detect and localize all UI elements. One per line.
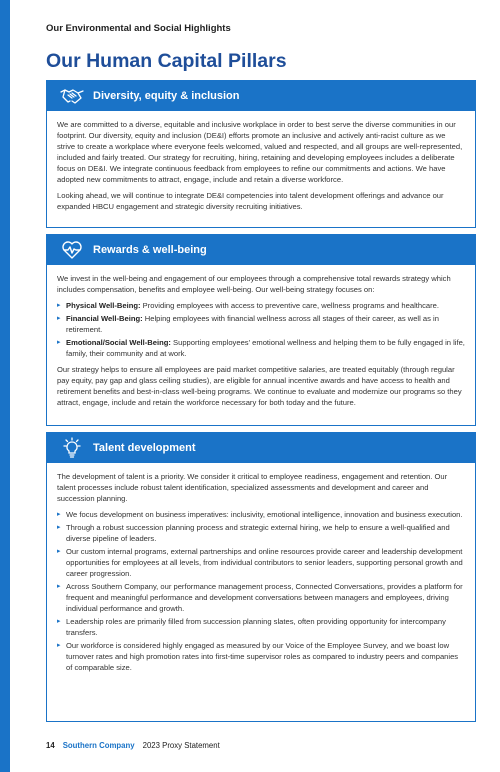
list-item — [57, 313, 465, 335]
handshake-icon — [59, 83, 85, 109]
list-item: ▸ Our workforce is considered highly engaged as measured by our Voice of the Employee Survey, and we boast low turnover rates and high promotion rates into first-time supervisor roles as compared to industry peers and companies of comparable size. — [57, 640, 465, 673]
list-item: ▸ Across Southern Company, our performance management process, Connected Conversations, provides a platform for frequent and meaningful performance and development conversations between managers and employees, driving individual performance and growth. — [57, 581, 465, 614]
talent-card-header — [47, 433, 475, 463]
footer-doc-title: 2023 Proxy Statement — [142, 741, 220, 750]
list-item-label: Financial Well-Being: — [66, 314, 143, 323]
list-item: ▸ Through a robust succession planning process and strategic external hiring, we help to ensure a well-qualified and diverse pipeline of leaders. — [57, 522, 465, 544]
diversity-card-body — [47, 111, 475, 225]
rewards-list — [57, 300, 465, 359]
diversity-card-header — [47, 81, 475, 111]
talent-card-title: Talent development — [93, 442, 196, 454]
list-item: ▸ Our custom internal programs, external partnerships and online resources provide career and leadership development opportunities for employees at all levels, from individual contributors to senior leaders, supporting personal growth and career progression. — [57, 546, 465, 579]
talent-card — [46, 432, 476, 722]
diversity-paragraph: We are committed to a diverse, equitable and inclusive workplace in order to best serve the diverse communities in our footprint. Our diversity, equity and inclusion (DE&I) efforts promote an inclusive and actively anti-racist culture as we strive to create a workplace where everyone feels welcomed, valued and respected, and all groups are well-represented, included and fairly treated. Our strategy for recruiting, hiring, retaining and developing employees includes a deliberate focus on DE&I. We integrate continuous feedback from employees to refine our commitments and actions. We have adopted new commitments to attract, engage, include and retain a diverse workforce. — [57, 120, 463, 184]
list-item-label: Emotional/Social Well-Being: — [66, 338, 171, 347]
left-accent-bar — [0, 0, 10, 772]
list-item — [57, 337, 465, 359]
list-item-text: Helping employees with financial wellness across all stages of their career, as well as in retirement. — [66, 314, 439, 334]
page-number: 14 — [46, 741, 55, 750]
rewards-card-title: Rewards & well-being — [93, 244, 207, 256]
diversity-card — [46, 80, 476, 228]
rewards-intro: We invest in the well-being and engagement of our employees through a comprehensive total rewards strategy which includes compensation, benefits and employee well-being. Our well-being strategy focuses on: — [57, 274, 451, 294]
list-item: ▸ We focus development on business imperatives: inclusivity, emotional intelligence, innovation and business execution. — [57, 509, 465, 520]
rewards-card-body — [47, 265, 475, 421]
list-item — [57, 300, 465, 311]
rewards-card-header — [47, 235, 475, 265]
list-item-label: Physical Well-Being: — [66, 301, 141, 310]
heart-pulse-icon — [59, 237, 85, 263]
rewards-closing: Our strategy helps to ensure all employees are paid market competitive salaries, are treated equitably (through regular pay equity, pay gap and glass ceiling studies), are eligible for annual incentive awards and have access to health and retirement benefits and best-in-class well-being programs. We continue to evaluate and modernize our programs so they attract, engage, include and retain the workforce necessary for both today and the future. — [57, 365, 462, 407]
talent-intro: The development of talent is a priority. We consider it critical to employee readiness, engagement and retention. Our talent processes include robust talent identification, specialized assessments and development and career and succession planning. — [57, 472, 448, 503]
section-kicker: Our Environmental and Social Highlights — [46, 23, 231, 34]
talent-list — [57, 509, 465, 673]
list-item: ▸ Leadership roles are primarily filled from succession planning slates, often providing opportunity for intercompany transfers. — [57, 616, 465, 638]
footer-company: Southern Company — [62, 741, 135, 750]
diversity-paragraph: Looking ahead, we will continue to integrate DE&I competencies into talent development offerings and advance our expanded HBCU engagement and strategic diversity recruiting initiatives. — [57, 191, 444, 211]
page-title: Our Human Capital Pillars — [46, 50, 287, 72]
list-item-text: Supporting employees' emotional wellness and helping them to be fully engaged in life, family, their community and at work. — [66, 338, 465, 358]
talent-card-body — [47, 463, 475, 686]
page-footer — [46, 741, 220, 750]
list-item-text: Providing employees with access to preventive care, wellness programs and healthcare. — [140, 301, 439, 310]
rewards-card — [46, 234, 476, 426]
lightbulb-icon — [59, 435, 85, 461]
diversity-card-title: Diversity, equity & inclusion — [93, 90, 240, 102]
